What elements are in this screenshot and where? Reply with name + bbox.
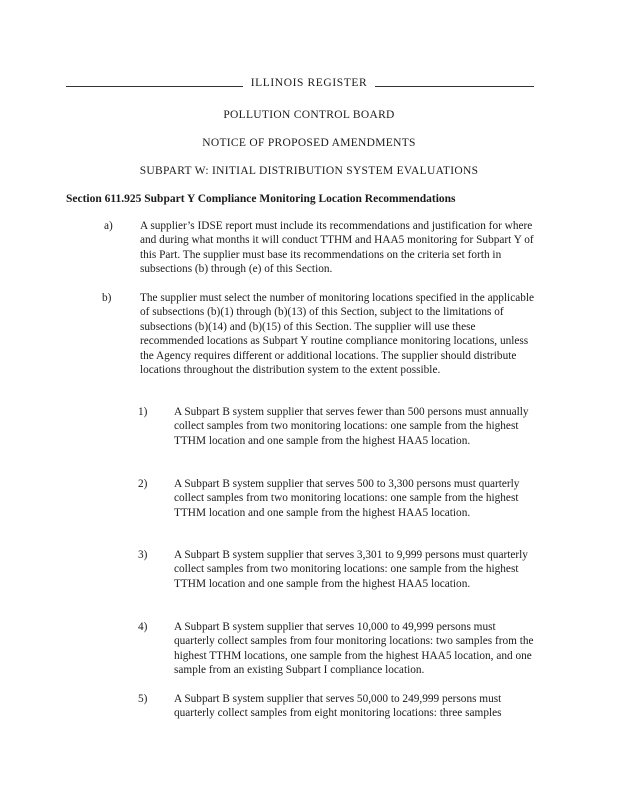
board-header: POLLUTION CONTROL BOARD	[223, 109, 395, 121]
paragraph-text: A supplier’s IDSE report must include its recommendations and justification for where and during what months it will conduct TTHM and HAA5 monitoring for Subpart Y of this Part. The supplier must base its recommendations on the criteria set forth in subsections (b) through (e) of this Section.	[140, 220, 534, 276]
item-label: 5)	[138, 693, 148, 705]
item-text: A Subpart B system supplier that serves fewer than 500 persons must annually collect samples from two monitoring locations: one sample from the highest TTHM location and one sample from the highest HAA5 location.	[174, 406, 529, 447]
item-text: A Subpart B system supplier that serves 500 to 3,300 persons must quarterly collect samples from two monitoring locations: one sample from the highest TTHM location and one sample from the highest HAA5 location.	[174, 478, 520, 519]
paragraph-label: b)	[102, 292, 112, 304]
item-text: A Subpart B system supplier that serves 3,301 to 9,999 persons must quarterly collect samples from two monitoring locations: one sample from the highest TTHM location and one sample from the highest HAA5 location.	[174, 549, 528, 590]
subpart-header: SUBPART W: INITIAL DISTRIBUTION SYSTEM EVALUATIONS	[139, 165, 479, 177]
item-text: A Subpart B system supplier that serves 10,000 to 49,999 persons must quarterly collect samples from four monitoring locations: two samples from the highest TTHM locations, one sample from the highest HAA5 location, and one sample from an existing Subpart I compliance location.	[174, 621, 534, 677]
item-label: 3)	[138, 549, 148, 561]
item-label: 1)	[138, 406, 148, 418]
item-label: 4)	[138, 621, 148, 633]
register-title-text: ILLINOIS REGISTER	[243, 77, 376, 89]
register-title	[0, 76, 618, 90]
item-label: 2)	[138, 478, 148, 490]
notice-header: NOTICE OF PROPOSED AMENDMENTS	[202, 137, 416, 149]
paragraph-text: The supplier must select the number of monitoring locations specified in the applicable of subsections (b)(1) through (b)(13) of this Section, subject to the limitations of subsections (b)(14) and (b)(15) of this Section. The supplier will use these recommended locations as Subpart Y routine compliance monitoring locations, unless the Agency requires different or additional locations. The supplier should distribute locations throughout the distribution system to the extent possible.	[140, 292, 535, 377]
paragraph-label: a)	[104, 220, 113, 232]
section-title: Section 611.925 Subpart Y Compliance Monitoring Location Recommendations	[66, 193, 456, 205]
item-text: A Subpart B system supplier that serves 50,000 to 249,999 persons must quarterly collect samples from eight monitoring locations: three samples	[174, 693, 502, 720]
